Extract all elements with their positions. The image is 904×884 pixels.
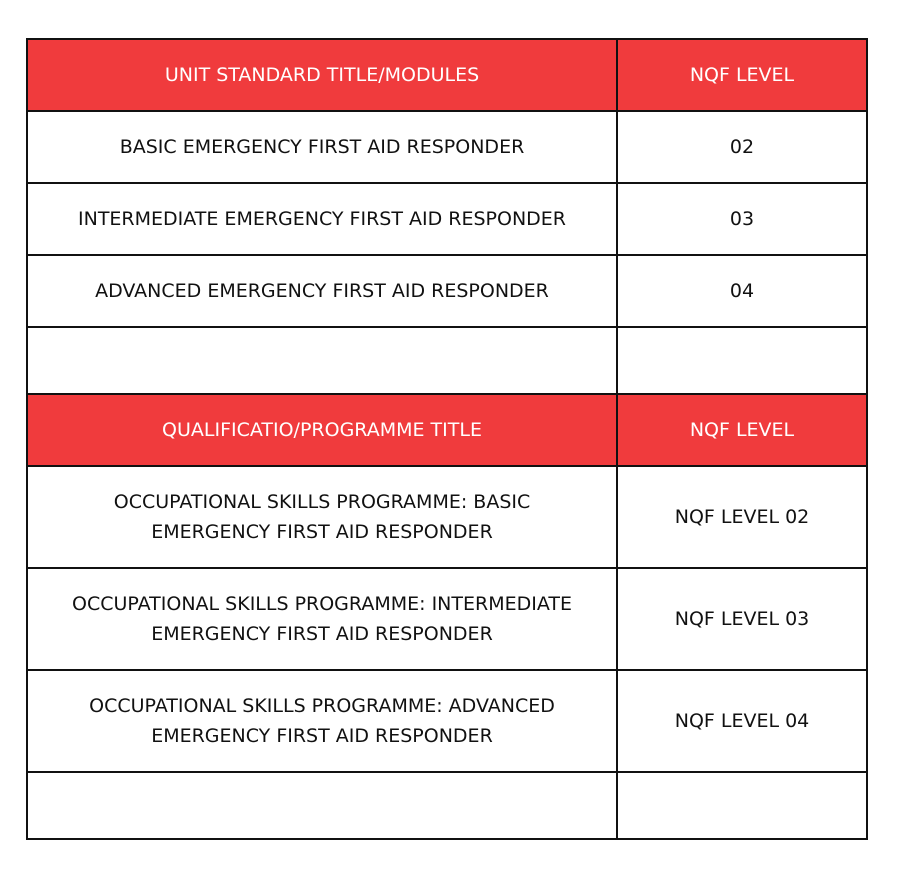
unit-standard-level: 03 bbox=[617, 183, 867, 255]
qualification-title-header: QUALIFICATIO/PROGRAMME TITLE bbox=[27, 394, 617, 466]
nqf-levels-table bbox=[26, 38, 868, 840]
table-row bbox=[27, 183, 867, 255]
unit-standard-title: BASIC EMERGENCY FIRST AID RESPONDER bbox=[27, 111, 617, 183]
qualification-level: NQF LEVEL 04 bbox=[617, 670, 867, 772]
qualification-header-row bbox=[27, 394, 867, 466]
qualification-level-header: NQF LEVEL bbox=[617, 394, 867, 466]
empty-row bbox=[27, 327, 867, 394]
unit-standard-level: 02 bbox=[617, 111, 867, 183]
empty-row bbox=[27, 772, 867, 839]
empty-cell bbox=[27, 772, 617, 839]
qualification-title-line: EMERGENCY FIRST AID RESPONDER bbox=[151, 521, 493, 543]
table-row bbox=[27, 670, 867, 772]
qualification-title-line: OCCUPATIONAL SKILLS PROGRAMME: ADVANCED bbox=[89, 695, 555, 717]
qualification-title bbox=[27, 568, 617, 670]
table-row bbox=[27, 466, 867, 568]
qualification-level: NQF LEVEL 02 bbox=[617, 466, 867, 568]
table-row bbox=[27, 568, 867, 670]
empty-cell bbox=[617, 327, 867, 394]
unit-standard-title: ADVANCED EMERGENCY FIRST AID RESPONDER bbox=[27, 255, 617, 327]
qualification-title bbox=[27, 670, 617, 772]
empty-cell bbox=[27, 327, 617, 394]
table-row bbox=[27, 111, 867, 183]
unit-standard-level-header: NQF LEVEL bbox=[617, 39, 867, 111]
qualification-title-line: OCCUPATIONAL SKILLS PROGRAMME: INTERMEDIATE bbox=[72, 593, 572, 615]
unit-standard-title: INTERMEDIATE EMERGENCY FIRST AID RESPONDER bbox=[27, 183, 617, 255]
qualification-title-line: EMERGENCY FIRST AID RESPONDER bbox=[151, 623, 493, 645]
unit-standard-title-header: UNIT STANDARD TITLE/MODULES bbox=[27, 39, 617, 111]
qualification-level: NQF LEVEL 03 bbox=[617, 568, 867, 670]
qualification-title bbox=[27, 466, 617, 568]
unit-standard-header-row bbox=[27, 39, 867, 111]
qualification-title-line: EMERGENCY FIRST AID RESPONDER bbox=[151, 725, 493, 747]
unit-standard-level: 04 bbox=[617, 255, 867, 327]
qualification-title-line: OCCUPATIONAL SKILLS PROGRAMME: BASIC bbox=[113, 491, 531, 513]
empty-cell bbox=[617, 772, 867, 839]
table-row bbox=[27, 255, 867, 327]
